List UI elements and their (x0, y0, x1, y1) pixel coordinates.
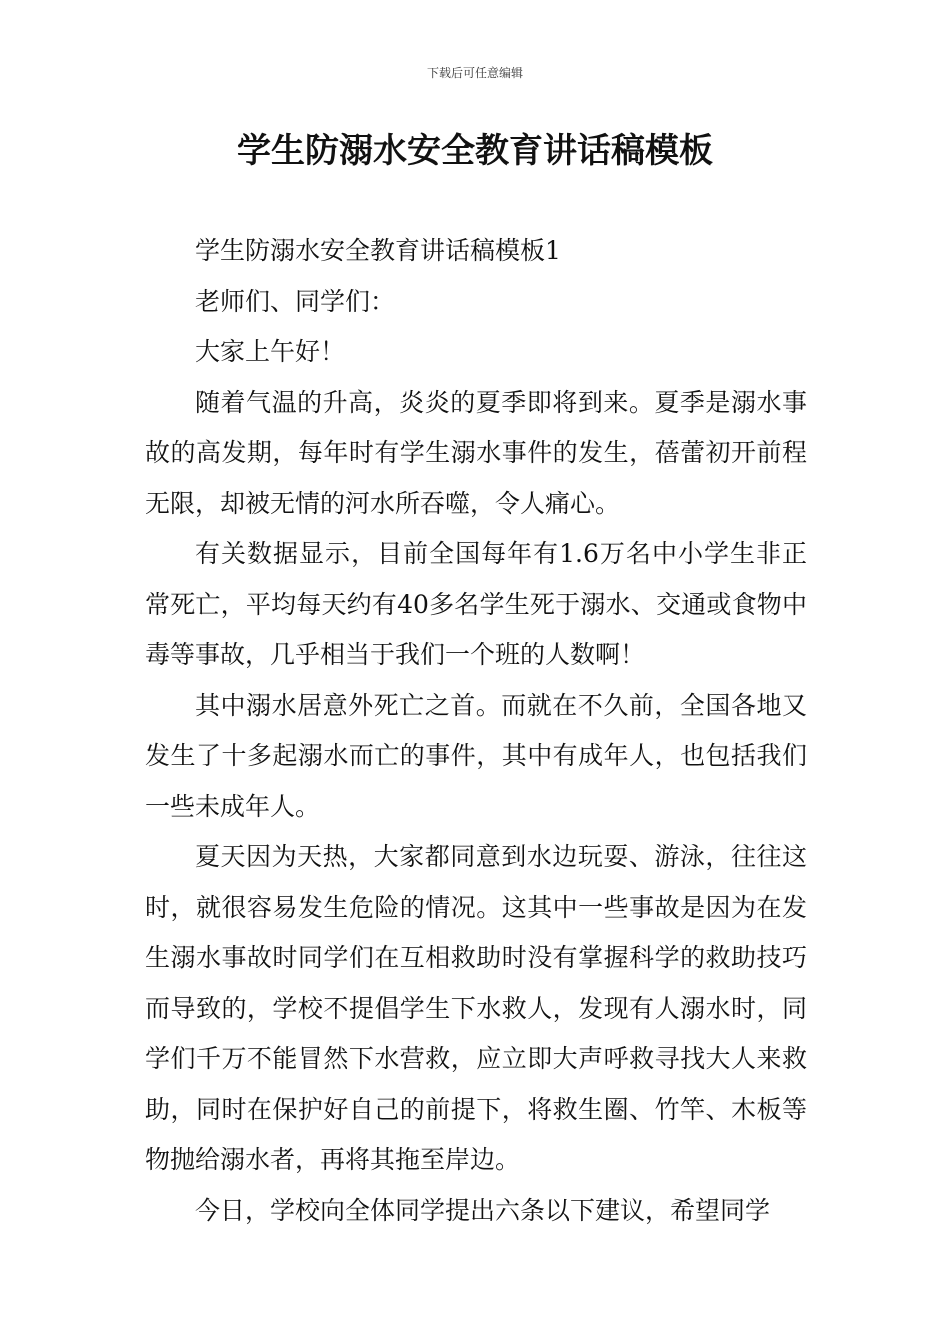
paragraph-salutation: 老师们、同学们： (195, 286, 396, 316)
document-body (145, 226, 807, 1236)
document-title: 学生防溺水安全教育讲话稿模板 (237, 131, 713, 171)
paragraph: 夏天因为天热，大家都同意到水边玩耍、游泳，往往这时，就很容易发生危险的情况。这其中一些事故是因为在发生溺水事故时同学们在互相救助时没有掌握科学的救助技巧而导致的，学校不提倡学生下水救人，发现有人溺水时，同学们千万不能冒然下水营救，应立即大声呼救寻找大人来救助，同时在保护好自己的前提下，将救生圈、竹竿、木板等物抛给溺水者，再将其拖至岸边。 (145, 842, 807, 1174)
header-note: 下载后可任意编辑 (426, 66, 523, 80)
paragraph: 随着气温的升高，炎炎的夏季即将到来。夏季是溺水事故的高发期，每年时有学生溺水事件的发生，蓓蕾初开前程无限，却被无情的河水所吞噬，令人痛心。 (145, 387, 807, 518)
paragraph-greeting: 大家上午好！ (195, 337, 346, 366)
paragraph: 其中溺水居意外死亡之首。而就在不久前，全国各地又发生了十多起溺水而亡的事件，其中有成年人，也包括我们一些未成年人。 (145, 690, 807, 821)
paragraph: 有关数据显示，目前全国每年有1.6万名中小学生非正常死亡，平均每天约有40多名学生死于溺水、交通或食物中毒等事故，几乎相当于我们一个班的人数啊！ (145, 539, 807, 669)
paragraph-subtitle: 学生防溺水安全教育讲话稿模板1 (195, 236, 561, 265)
paragraph: 今日，学校向全体同学提出六条以下建议，希望同学 (195, 1195, 771, 1225)
